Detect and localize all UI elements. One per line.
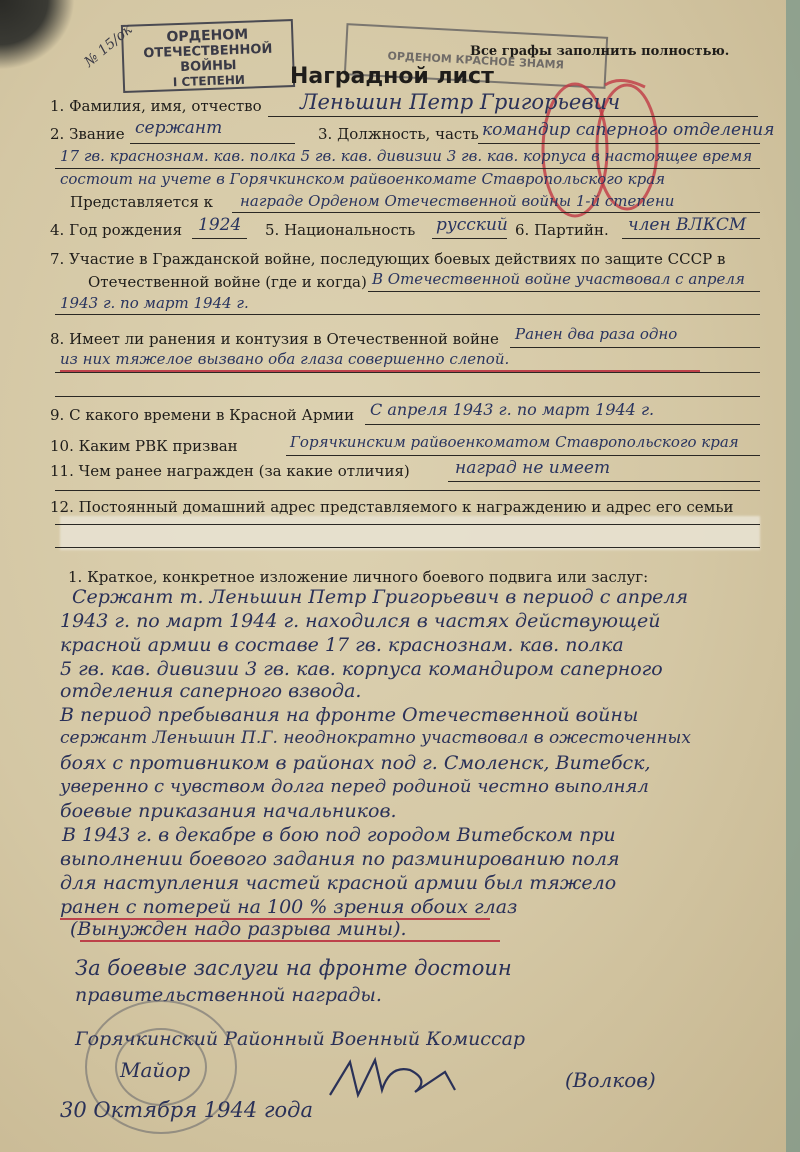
signatory-name: (Волков) (565, 1068, 656, 1092)
field-party-value: член ВЛКСМ (628, 215, 747, 235)
narrative-line: В период пребывания на фронте Отечественной войны (60, 704, 639, 726)
narrative-line: правительственной награды. (75, 984, 382, 1006)
field-nationality-label: 5. Национальность (265, 221, 416, 239)
address-redacted-area (60, 516, 760, 550)
field-birth-year-line (192, 238, 247, 239)
signatory-rank: Майор (120, 1058, 191, 1082)
field-participation-value1: В Отечественной войне участвовал с апреля (372, 270, 745, 288)
line-cont-1 (55, 168, 760, 169)
field-wounds-label: 8. Имеет ли ранения и контузия в Отечественной войне (50, 330, 499, 348)
field-nationality-line (432, 238, 507, 239)
field-army-since-line (365, 424, 760, 425)
narrative-line: для наступления частей красной армии был тяжело (60, 872, 617, 894)
field-rvk-label: 10. Каким РВК призван (50, 437, 238, 455)
field-rvk-line (286, 455, 760, 456)
narrative-line: За боевые заслуги на фронте достоин (75, 956, 512, 980)
field-wounds-line3 (55, 396, 760, 397)
narrative-line: уверенно с чувством долга перед родиной честно выполнял (60, 776, 649, 797)
field-participation-value2: 1943 г. по март 1944 г. (60, 294, 249, 312)
field-name-label: 1. Фамилия, имя, отчество (50, 97, 262, 115)
field-rvk-value: Горячкинским райвоенкоматом Ставропольского края (290, 433, 739, 451)
red-underline-narrative2 (80, 940, 500, 942)
field-birth-year-label: 4. Год рождения (50, 221, 183, 239)
corner-note-handwritten: № 15/ок (81, 21, 136, 71)
narrative-line: выполнении боевого задания по разминированию поля (60, 848, 620, 870)
order-stamp (121, 19, 295, 93)
field-awards-line2 (55, 490, 760, 491)
narrative-line: 1943 г. по март 1944 г. находился в частях действующей (60, 610, 661, 632)
field-nationality-value: русский (436, 215, 508, 235)
field-wounds-value1: Ранен два раза одно (515, 325, 678, 343)
field-participation-line1 (368, 291, 760, 292)
field-name-line (268, 116, 758, 117)
field-wounds-line2 (55, 372, 760, 373)
page-edge (786, 0, 800, 1152)
order-stamp-line2: ОТЕЧЕСТВЕННОЙ ВОЙНЫ (143, 41, 273, 75)
field-position-cont2: состоит на учете в Горячкинском райвоенкомате Ставропольского края (60, 170, 666, 188)
field-address-line2 (55, 547, 760, 548)
field-army-since-value: С апреля 1943 г. по март 1944 г. (370, 400, 655, 419)
narrative-line: отделения саперного взвода. (60, 680, 362, 702)
field-position-value: командир саперного отделения (482, 120, 775, 140)
field-awards-line (448, 481, 760, 482)
narrative-line: красной армии в составе 17 гв. краснознам. кав. полка (60, 634, 624, 656)
represent-line (232, 212, 760, 213)
signatory-title: Горячкинский Районный Военный Комиссар (75, 1028, 526, 1050)
field-party-label: 6. Партийн. (515, 221, 609, 239)
order-stamp-line3: I СТЕПЕНИ (172, 72, 246, 90)
order-stamp-line1: ОРДЕНОМ (166, 26, 249, 46)
field-position-line (478, 143, 760, 144)
field-rank-label: 2. Звание (50, 125, 125, 143)
field-awards-value: наград не имеет (455, 458, 611, 478)
field-name-value: Леньшин Петр Григорьевич (300, 90, 621, 114)
field-army-since-label: 9. С какого времени в Красной Армии (50, 406, 355, 424)
narrative-line: (Вынужден надо разрыва мины). (70, 918, 407, 940)
field-rank-line (130, 143, 295, 144)
narrative-line: ранен с потерей на 100 % зрения обоих глаз (60, 896, 518, 918)
field-position-cont: 17 гв. краснознам. кав. полка 5 гв. кав. дивизии 3 гв. кав. корпуса в настоящее время (60, 147, 753, 165)
represent-label: Представляется к (70, 193, 214, 211)
narrative-line: Сержант т. Леньшин Петр Григорьевич в период с апреля (72, 586, 689, 608)
field-party-line (622, 238, 760, 239)
narrative-line: боевые приказания начальников. (60, 800, 397, 822)
narrative-line: В 1943 г. в декабре в бою под городом Витебском при (62, 824, 616, 846)
signature-date: 30 Октября 1944 года (60, 1098, 314, 1122)
torn-corner (0, 0, 75, 70)
field-participation-label2: Отечественной войне (где и когда) (88, 273, 367, 291)
signature-scribble (320, 1050, 470, 1105)
field-birth-year-value: 1924 (198, 215, 242, 235)
represent-value: награде Орденом Отечественной войны 1-й степени (240, 192, 675, 210)
field-wounds-line1 (510, 347, 760, 348)
top-stamp: ОРДЕНОМ КРАСНОЕ ЗНАМЯ (344, 23, 608, 89)
page-title: Наградной лист (290, 64, 494, 89)
narrative-line: боях с противником в районах под г. Смоленск, Витебск, (60, 752, 651, 774)
field-participation-line2 (55, 314, 760, 315)
fill-all-fields-note: Все графы заполнить полностью. (470, 44, 730, 59)
field-awards-label: 11. Чем ранее награжден (за какие отличия) (50, 462, 410, 480)
field-wounds-value2: из них тяжелое вызвано оба глаза совершенно слепой. (60, 350, 510, 368)
narrative-line: 5 гв. кав. дивизии 3 гв. кав. корпуса командиром саперного (60, 658, 663, 680)
section-feat-label: 1. Краткое, конкретное изложение личного боевого подвига или заслуг: (68, 568, 649, 586)
field-position-label: 3. Должность, часть (318, 125, 479, 143)
field-address-label: 12. Постоянный домашний адрес представляемого к награждению и адрес его семьи (50, 498, 734, 516)
field-participation-label1: 7. Участие в Гражданской войне, последующих боевых действиях по защите СССР в (50, 250, 726, 268)
field-rank-value: сержант (135, 118, 223, 138)
narrative-line: сержант Леньшин П.Г. неоднократно участвовал в ожесточенных (60, 728, 691, 748)
field-address-line (55, 524, 760, 525)
